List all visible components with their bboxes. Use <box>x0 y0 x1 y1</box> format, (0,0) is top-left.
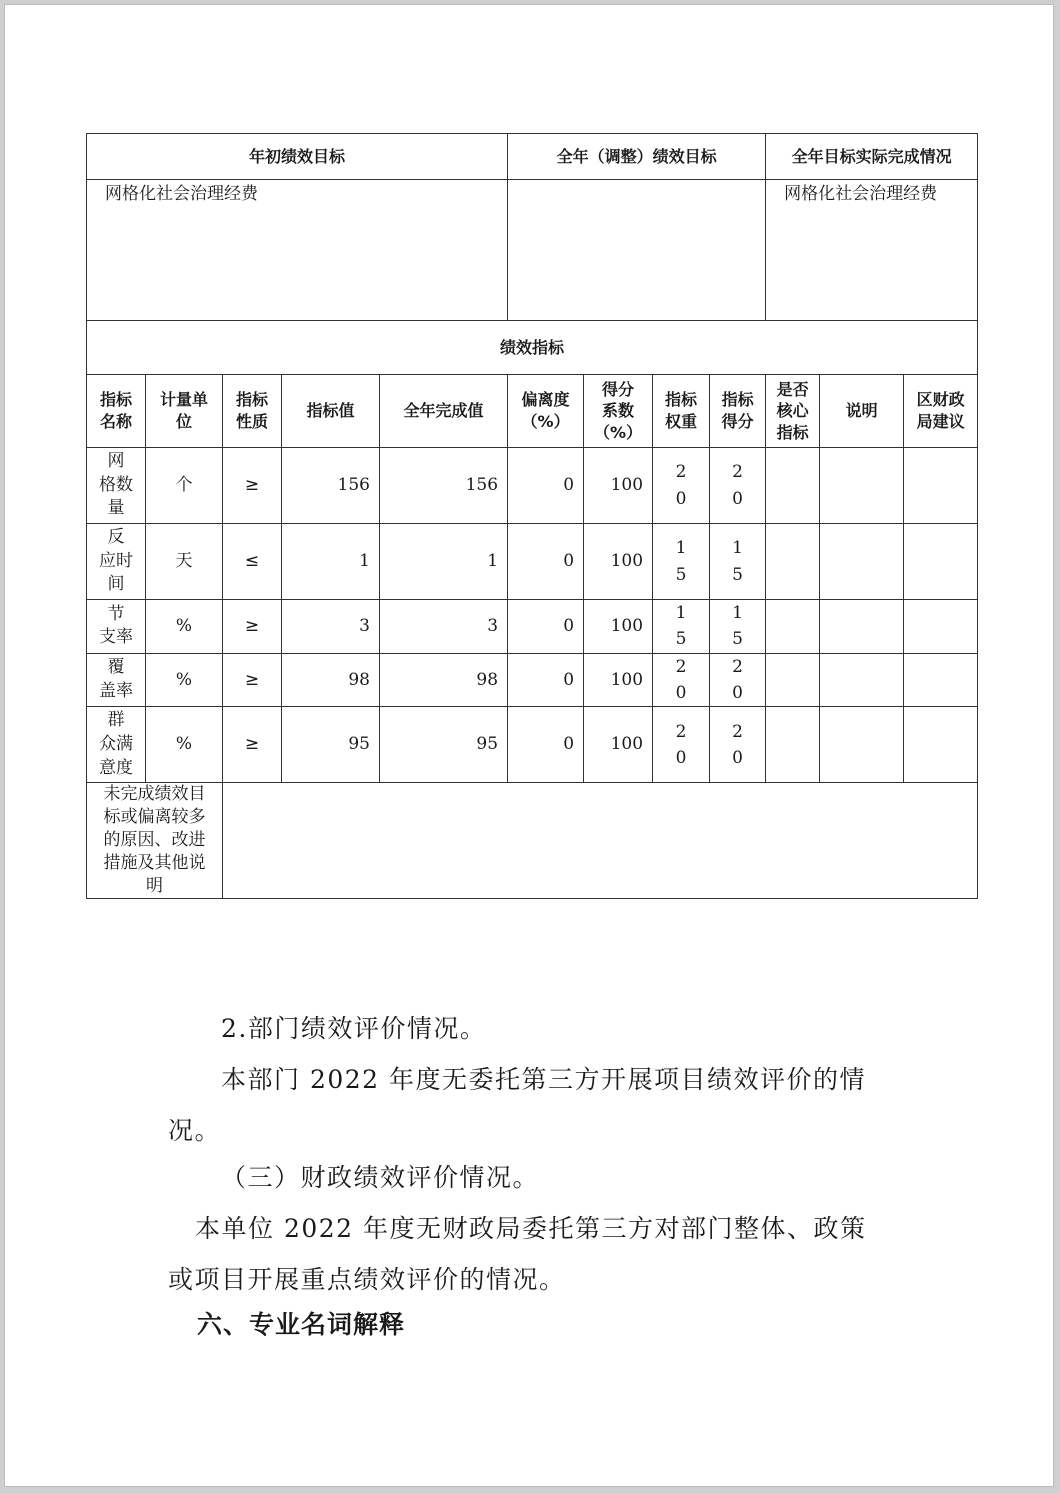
score-cell: 2 0 <box>710 707 766 783</box>
deviation-cell: 0 <box>508 600 584 654</box>
target-cell: 3 <box>282 600 380 654</box>
nature-cell: ≥ <box>223 653 282 707</box>
unit-cell: % <box>146 707 223 783</box>
indicator-name: 反 应时 间 <box>87 524 146 600</box>
score-cell: 1 5 <box>710 524 766 600</box>
section-heading-terms: 六、专业名词解释 <box>197 1310 406 1339</box>
paragraph-unit-line1: 本单位 2022 年度无财政局委托第三方对部门整体、政策 <box>195 1214 867 1243</box>
nature-cell: ≥ <box>223 707 282 783</box>
note-value <box>223 783 978 899</box>
score-cell: 2 0 <box>710 448 766 524</box>
initial-goal-cell: 网格化社会治理经费 <box>87 180 508 321</box>
score-cell: 1 5 <box>710 600 766 654</box>
header-actual-completion: 全年目标实际完成情况 <box>766 134 978 180</box>
actual-cell: 95 <box>380 707 508 783</box>
adjusted-goal-cell <box>508 180 766 321</box>
col-header-weight: 指标 权重 <box>653 375 710 448</box>
nature-cell: ≤ <box>223 524 282 600</box>
unit-cell: 天 <box>146 524 223 600</box>
core-cell <box>766 524 820 600</box>
weight-cell: 2 0 <box>653 448 710 524</box>
description-cell <box>820 448 904 524</box>
indicator-name: 覆 盖率 <box>87 653 146 707</box>
col-header-target: 指标值 <box>282 375 380 448</box>
header-initial-goal: 年初绩效目标 <box>87 134 508 180</box>
paragraph-finance-evaluation: （三）财政绩效评价情况。 <box>221 1163 540 1192</box>
core-cell <box>766 653 820 707</box>
deviation-cell: 0 <box>508 524 584 600</box>
target-cell: 98 <box>282 653 380 707</box>
note-label: 未完成绩效目 标或偏离较多 的原因、改进 措施及其他说 明 <box>87 783 223 899</box>
deviation-cell: 0 <box>508 448 584 524</box>
unit-cell: 个 <box>146 448 223 524</box>
bureau-advice-cell <box>904 524 978 600</box>
table-row <box>87 707 978 783</box>
col-header-actual: 全年完成值 <box>380 375 508 448</box>
indicator-name: 网 格数 量 <box>87 448 146 524</box>
weight-cell: 1 5 <box>653 524 710 600</box>
coefficient-cell: 100 <box>584 653 653 707</box>
weight-cell: 2 0 <box>653 653 710 707</box>
header-adjusted-goal: 全年（调整）绩效目标 <box>508 134 766 180</box>
weight-cell: 2 0 <box>653 707 710 783</box>
bureau-advice-cell <box>904 653 978 707</box>
table-row <box>87 448 978 524</box>
coefficient-cell: 100 <box>584 707 653 783</box>
document-page <box>4 4 1054 1487</box>
indicator-name: 群 众满 意度 <box>87 707 146 783</box>
col-header-core: 是否 核心 指标 <box>766 375 820 448</box>
unit-cell: % <box>146 600 223 654</box>
table-row <box>87 600 978 654</box>
target-cell: 156 <box>282 448 380 524</box>
description-cell <box>820 653 904 707</box>
target-cell: 95 <box>282 707 380 783</box>
section-title-performance-indicators: 绩效指标 <box>87 321 978 375</box>
col-header-name: 指标 名称 <box>87 375 146 448</box>
paragraph-dept-line1: 本部门 2022 年度无委托第三方开展项目绩效评价的情 <box>221 1065 867 1094</box>
coefficient-cell: 100 <box>584 600 653 654</box>
performance-table <box>86 133 978 899</box>
table-row <box>87 653 978 707</box>
nature-cell: ≥ <box>223 448 282 524</box>
score-cell: 2 0 <box>710 653 766 707</box>
indicator-name: 节 支率 <box>87 600 146 654</box>
core-cell <box>766 707 820 783</box>
coefficient-cell: 100 <box>584 448 653 524</box>
actual-cell: 156 <box>380 448 508 524</box>
deviation-cell: 0 <box>508 653 584 707</box>
actual-cell: 3 <box>380 600 508 654</box>
coefficient-cell: 100 <box>584 524 653 600</box>
bureau-advice-cell <box>904 600 978 654</box>
actual-completion-cell: 网格化社会治理经费 <box>766 180 978 321</box>
deviation-cell: 0 <box>508 707 584 783</box>
col-header-unit: 计量单 位 <box>146 375 223 448</box>
bureau-advice-cell <box>904 448 978 524</box>
actual-cell: 1 <box>380 524 508 600</box>
target-cell: 1 <box>282 524 380 600</box>
col-header-bureau-advice: 区财政 局建议 <box>904 375 978 448</box>
paragraph-dept-evaluation: 2.部门绩效评价情况。 <box>221 1014 487 1043</box>
bureau-advice-cell <box>904 707 978 783</box>
col-header-description: 说明 <box>820 375 904 448</box>
weight-cell: 1 5 <box>653 600 710 654</box>
unit-cell: % <box>146 653 223 707</box>
description-cell <box>820 707 904 783</box>
col-header-nature: 指标 性质 <box>223 375 282 448</box>
table-row <box>87 524 978 600</box>
paragraph-dept-line2: 况。 <box>168 1116 222 1145</box>
col-header-coefficient: 得分 系数 （%） <box>584 375 653 448</box>
paragraph-unit-line2: 或项目开展重点绩效评价的情况。 <box>168 1265 566 1294</box>
description-cell <box>820 600 904 654</box>
nature-cell: ≥ <box>223 600 282 654</box>
col-header-deviation: 偏离度 （%） <box>508 375 584 448</box>
description-cell <box>820 524 904 600</box>
actual-cell: 98 <box>380 653 508 707</box>
core-cell <box>766 448 820 524</box>
core-cell <box>766 600 820 654</box>
col-header-score: 指标 得分 <box>710 375 766 448</box>
